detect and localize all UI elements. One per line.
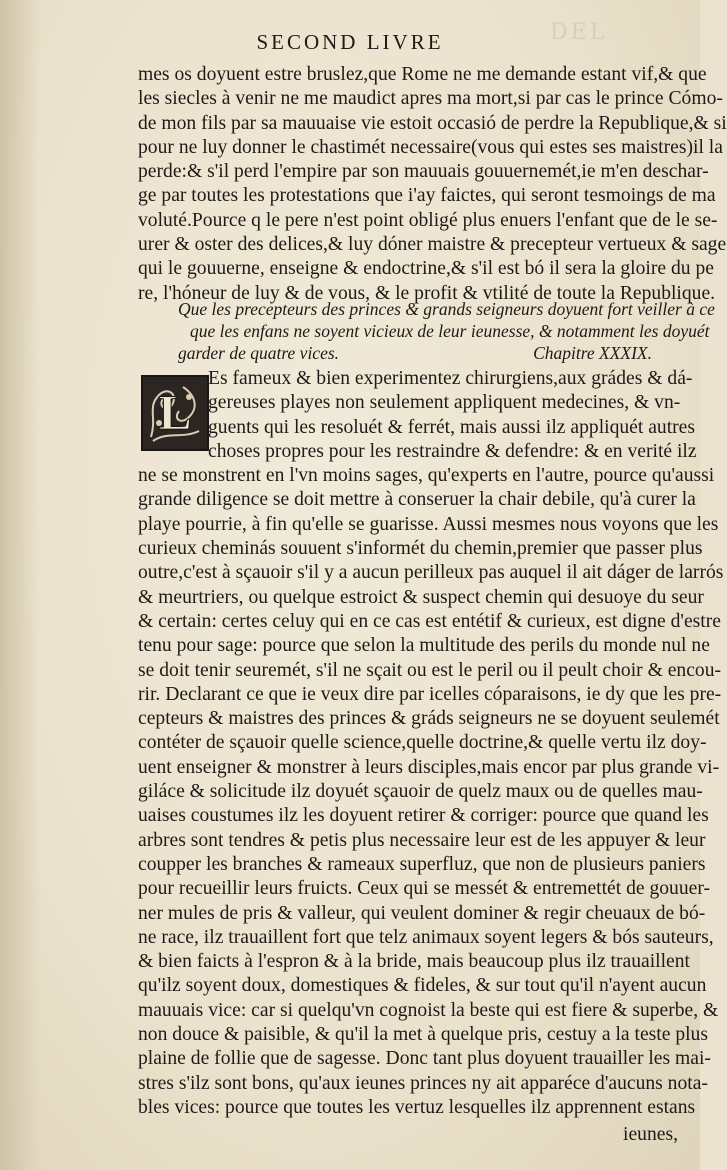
text-line: & certain: certes celuy qui en ce cas est entétif & curieux, est digne d'estre (138, 610, 721, 632)
text-line: contéter de sçauoir quelle science,quelle doctrine,& quelle vertu ilz doy- (138, 732, 707, 754)
running-head: SECOND LIVRE (256, 30, 444, 54)
text-line: & meurtriers, ou quelque estroict & suspect chemin qui desuoye du seur (138, 586, 704, 608)
text-line: outre,c'est à sçauoir s'il y a aucun perilleux pas auquel il ait dáger de larrós (138, 562, 724, 584)
text-line: les siecles à venir ne me maudict apres ma mort,si par cas le prince Cómo- (138, 88, 723, 110)
chapter-heading-line-last (178, 342, 652, 364)
text-line: de mon fils par sa mauuaise vie estoit occasió de perdre la Republique,& si (138, 112, 727, 134)
text-line: arbres sont tendres & petis plus necessaire leur est de les appuyer & leur (138, 829, 706, 851)
text-line: Es fameux & bien experimentez chirurgiens,aux grádes & dá- (208, 368, 693, 389)
text-line: re, l'hóneur de luy & de vous, & le profit & vtilité de toute la Republique. (138, 282, 716, 304)
text-line: bles vices: pource que toutes les vertuz lesquelles ilz apprennent estans (138, 1096, 696, 1118)
bleed-through-text: DEL (550, 20, 608, 45)
text-line: ge par toutes les protestations que i'ay faictes, qui seront tesmoings de ma (138, 185, 716, 207)
text-line: giláce & solicitude ilz doyuét sçauoir de quelz maux ou de quelles mau- (138, 781, 703, 803)
chapter-heading-line: garder de quatre vices. (178, 343, 340, 363)
text-line: & bien faicts à l'espron & à la bride, mais beaucoup plus ilz trauaillent (138, 951, 690, 973)
gutter-shadow (0, 0, 40, 1170)
text-line: ne race, ilz trauaillent fort que telz animaux soyent legers & bós sauteurs, (138, 926, 714, 948)
text-line: non douce & paisible, & qu'il la met à quelque pris, cestuy a la teste plus (138, 1024, 708, 1046)
text-line: cepteurs & maistres des princes & gráds seigneurs ne se doyuent seulemét (138, 708, 720, 730)
chapter-heading-line: Que les precepteurs des princes & grands seigneurs doyuent fort veiller à ce (178, 299, 715, 319)
text-line: uent enseigner & monstrer à leurs disciples,mais encor par plus grande vi- (138, 756, 720, 778)
paragraph-2 (138, 367, 724, 1120)
text-line: guents qui les resoluét & ferrét, mais aussi ilz appliquét autres (208, 416, 695, 438)
text-line: curieux cheminás souuent s'informét du chemin,premier que passer plus (138, 538, 703, 560)
text-line: rir. Declarant ce que ie veux dire par icelles cóparaisons, ie dy que les pre- (138, 683, 722, 705)
text-line: mes os doyuent estre bruslez,que Rome ne me demande estant vif,& que (138, 64, 707, 85)
text-line: tenu pour sage: pource que selon la multitude des perils du monde nul ne (138, 635, 710, 657)
text-line: coupper les branches & rameaux superfluz, que non de plusieurs paniers (138, 853, 706, 875)
text-line: pour ne luy donner le chastimét necessaire(vous qui estes ses maistres)il la (138, 136, 723, 158)
text-line: stres s'ilz sont bons, qu'aux ieunes princes ny ait apparéce d'aucuns nota- (138, 1072, 708, 1094)
text-line: se doit tenir seuremét, s'il ne sçait ou est le peril ou il peult choir & encou- (138, 659, 722, 681)
text-line: mauuais vice: car si quelqu'vn cognoist la beste qui est fiere & superbe, & (138, 999, 719, 1021)
text-line: voluté.Pource q le pere n'est point obligé plus enuers l'enfant que de le se- (138, 209, 718, 231)
text-line: ner mules de pris & valleur, qui veulent dominer & regir cheuaux de bó- (138, 902, 706, 924)
catchword: ieunes, (623, 1124, 678, 1145)
text-line: uaises coustumes ilz les doyuent retirer & corriger: pource que quand les (138, 805, 709, 827)
text-line: perde:& s'il perd l'empire par son mauuais gouuernemét,ie m'en deschar- (138, 161, 709, 183)
chapter-label: Chapitre XXXIX. (533, 343, 652, 363)
initial-letter: L (158, 384, 192, 440)
text-line: qui le gouuerne, enseigne & endoctrine,& s'il est bó il sera la gloire du pe (138, 258, 714, 280)
text-line: plaine de follie que de sagesse. Donc tant plus doyuent trauailler les mai- (138, 1048, 711, 1070)
catchword-row (138, 1123, 678, 1147)
text-line: choses propres pour les restraindre & defendre: & en verité ilz (208, 440, 697, 462)
chapter-heading (178, 298, 715, 364)
chapter-heading-line: que les enfans ne soyent vicieux de leur ieunesse, & notamment les doyuét (190, 321, 710, 341)
paragraph-1 (138, 63, 727, 306)
text-line: grande diligence se doit mettre à conseruer la chair debile, qu'à curer la (138, 489, 696, 511)
text-line: urer & oster des delices,& luy dóner maistre & precepteur vertueux & sage (138, 234, 727, 256)
text-line: ne se monstrent en l'vn moins sages, qu'experts en l'autre, pource qu'aussi (138, 465, 715, 487)
text-line: qu'ilz soyent doux, domestiques & fideles, & sur tout qu'il n'ayent aucun (138, 975, 707, 997)
text-line: pour recueillir leurs fruicts. Ceux qui se messét & entremettét de gouuer- (138, 878, 710, 900)
text-line: playe pourrie, à fin qu'elle se guarisse. Aussi mesmes nous voyons que les (138, 513, 719, 535)
text-line: gereuses playes non seulement appliquent medecines, & vn- (208, 392, 681, 414)
